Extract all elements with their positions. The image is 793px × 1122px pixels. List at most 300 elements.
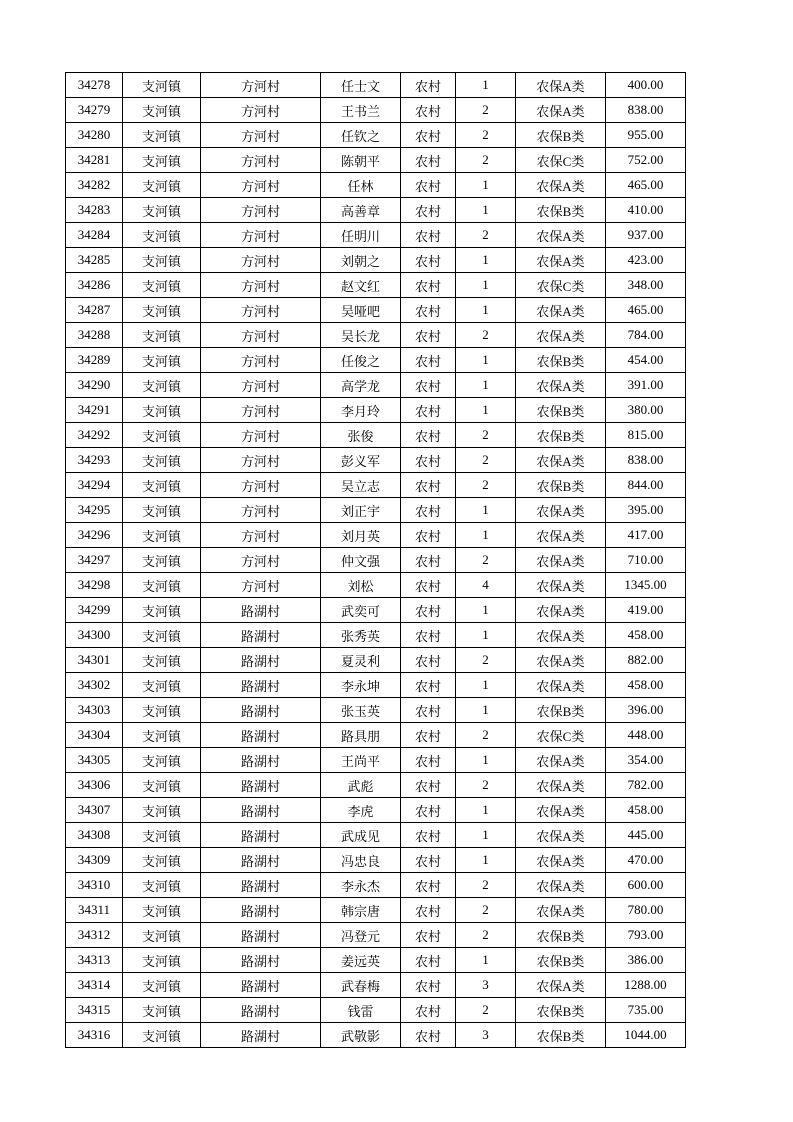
village-cell: 方河村: [201, 323, 321, 348]
person-name-cell: 李永坤: [321, 673, 401, 698]
person-count-cell: 2: [456, 98, 516, 123]
village-cell: 路湖村: [201, 973, 321, 998]
residence-type-cell: 农村: [401, 998, 456, 1023]
town-cell: 支河镇: [123, 198, 201, 223]
residence-type-cell: 农村: [401, 398, 456, 423]
village-cell: 方河村: [201, 398, 321, 423]
village-cell: 方河村: [201, 148, 321, 173]
residence-type-cell: 农村: [401, 923, 456, 948]
insurance-category-cell: 农保A类: [516, 823, 606, 848]
village-cell: 路湖村: [201, 848, 321, 873]
person-name-cell: 任林: [321, 173, 401, 198]
village-cell: 方河村: [201, 498, 321, 523]
person-count-cell: 1: [456, 623, 516, 648]
residence-type-cell: 农村: [401, 948, 456, 973]
record-id-cell: 34279: [66, 98, 123, 123]
village-cell: 路湖村: [201, 998, 321, 1023]
residence-type-cell: 农村: [401, 673, 456, 698]
table-row: [66, 598, 686, 623]
residence-type-cell: 农村: [401, 798, 456, 823]
person-name-cell: 刘正宇: [321, 498, 401, 523]
record-id-cell: 34285: [66, 248, 123, 273]
insurance-category-cell: 农保B类: [516, 423, 606, 448]
village-cell: 路湖村: [201, 923, 321, 948]
amount-cell: 838.00: [606, 98, 686, 123]
village-cell: 方河村: [201, 523, 321, 548]
town-cell: 支河镇: [123, 598, 201, 623]
amount-cell: 752.00: [606, 148, 686, 173]
record-id-cell: 34313: [66, 948, 123, 973]
residence-type-cell: 农村: [401, 348, 456, 373]
village-cell: 路湖村: [201, 673, 321, 698]
insurance-category-cell: 农保B类: [516, 198, 606, 223]
town-cell: 支河镇: [123, 648, 201, 673]
table-row: [66, 923, 686, 948]
person-count-cell: 2: [456, 123, 516, 148]
town-cell: 支河镇: [123, 723, 201, 748]
table-row: [66, 498, 686, 523]
person-name-cell: 任钦之: [321, 123, 401, 148]
village-cell: 路湖村: [201, 773, 321, 798]
residence-type-cell: 农村: [401, 823, 456, 848]
person-name-cell: 武彪: [321, 773, 401, 798]
town-cell: 支河镇: [123, 473, 201, 498]
insurance-category-cell: 农保A类: [516, 623, 606, 648]
village-cell: 路湖村: [201, 823, 321, 848]
town-cell: 支河镇: [123, 373, 201, 398]
table-row: [66, 423, 686, 448]
person-name-cell: 高学龙: [321, 373, 401, 398]
record-id-cell: 34316: [66, 1023, 123, 1048]
person-count-cell: 2: [456, 648, 516, 673]
table-row: [66, 623, 686, 648]
village-cell: 方河村: [201, 448, 321, 473]
table-row: [66, 273, 686, 298]
table-row: [66, 748, 686, 773]
record-id-cell: 34304: [66, 723, 123, 748]
residence-type-cell: 农村: [401, 523, 456, 548]
table-row: [66, 548, 686, 573]
person-name-cell: 李永杰: [321, 873, 401, 898]
town-cell: 支河镇: [123, 998, 201, 1023]
table-row: [66, 98, 686, 123]
person-name-cell: 钱雷: [321, 998, 401, 1023]
village-cell: 方河村: [201, 273, 321, 298]
residence-type-cell: 农村: [401, 873, 456, 898]
person-name-cell: 仲文强: [321, 548, 401, 573]
town-cell: 支河镇: [123, 898, 201, 923]
insurance-category-cell: 农保C类: [516, 723, 606, 748]
person-name-cell: 张玉英: [321, 698, 401, 723]
person-count-cell: 1: [456, 698, 516, 723]
record-id-cell: 34299: [66, 598, 123, 623]
person-count-cell: 1: [456, 523, 516, 548]
person-count-cell: 2: [456, 548, 516, 573]
table-row: [66, 373, 686, 398]
village-cell: 路湖村: [201, 698, 321, 723]
person-name-cell: 张秀英: [321, 623, 401, 648]
insurance-category-cell: 农保B类: [516, 348, 606, 373]
village-cell: 路湖村: [201, 1023, 321, 1048]
insurance-category-cell: 农保A类: [516, 73, 606, 98]
person-name-cell: 冯登元: [321, 923, 401, 948]
town-cell: 支河镇: [123, 298, 201, 323]
person-name-cell: 任士文: [321, 73, 401, 98]
person-count-cell: 1: [456, 498, 516, 523]
record-id-cell: 34293: [66, 448, 123, 473]
person-count-cell: 1: [456, 798, 516, 823]
record-id-cell: 34287: [66, 298, 123, 323]
residence-type-cell: 农村: [401, 323, 456, 348]
amount-cell: 793.00: [606, 923, 686, 948]
person-count-cell: 4: [456, 573, 516, 598]
insurance-category-cell: 农保A类: [516, 173, 606, 198]
table-row: [66, 198, 686, 223]
amount-cell: 448.00: [606, 723, 686, 748]
person-count-cell: 1: [456, 748, 516, 773]
town-cell: 支河镇: [123, 973, 201, 998]
insurance-category-cell: 农保A类: [516, 798, 606, 823]
person-name-cell: 路具朋: [321, 723, 401, 748]
village-cell: 方河村: [201, 98, 321, 123]
person-count-cell: 1: [456, 823, 516, 848]
amount-cell: 844.00: [606, 473, 686, 498]
amount-cell: 395.00: [606, 498, 686, 523]
person-name-cell: 武奕可: [321, 598, 401, 623]
person-name-cell: 高善章: [321, 198, 401, 223]
person-count-cell: 2: [456, 773, 516, 798]
record-id-cell: 34294: [66, 473, 123, 498]
insurance-category-cell: 农保B类: [516, 1023, 606, 1048]
table-row: [66, 473, 686, 498]
record-id-cell: 34310: [66, 873, 123, 898]
residence-type-cell: 农村: [401, 698, 456, 723]
amount-cell: 1288.00: [606, 973, 686, 998]
person-name-cell: 赵文红: [321, 273, 401, 298]
person-name-cell: 陈朝平: [321, 148, 401, 173]
town-cell: 支河镇: [123, 523, 201, 548]
record-id-cell: 34282: [66, 173, 123, 198]
residence-type-cell: 农村: [401, 298, 456, 323]
residence-type-cell: 农村: [401, 548, 456, 573]
person-name-cell: 刘松: [321, 573, 401, 598]
record-id-cell: 34307: [66, 798, 123, 823]
record-id-cell: 34298: [66, 573, 123, 598]
town-cell: 支河镇: [123, 923, 201, 948]
person-name-cell: 冯忠良: [321, 848, 401, 873]
amount-cell: 955.00: [606, 123, 686, 148]
residence-type-cell: 农村: [401, 173, 456, 198]
table-row: [66, 398, 686, 423]
insurance-category-cell: 农保B类: [516, 923, 606, 948]
person-count-cell: 1: [456, 598, 516, 623]
village-cell: 路湖村: [201, 873, 321, 898]
residence-type-cell: 农村: [401, 373, 456, 398]
record-id-cell: 34308: [66, 823, 123, 848]
residence-type-cell: 农村: [401, 848, 456, 873]
person-count-cell: 1: [456, 848, 516, 873]
residence-type-cell: 农村: [401, 248, 456, 273]
amount-cell: 445.00: [606, 823, 686, 848]
table-row: [66, 723, 686, 748]
village-cell: 方河村: [201, 73, 321, 98]
residence-type-cell: 农村: [401, 198, 456, 223]
town-cell: 支河镇: [123, 623, 201, 648]
amount-cell: 882.00: [606, 648, 686, 673]
person-count-cell: 3: [456, 973, 516, 998]
record-id-cell: 34311: [66, 898, 123, 923]
town-cell: 支河镇: [123, 98, 201, 123]
insurance-category-cell: 农保A类: [516, 848, 606, 873]
record-id-cell: 34280: [66, 123, 123, 148]
amount-cell: 410.00: [606, 198, 686, 223]
town-cell: 支河镇: [123, 148, 201, 173]
village-cell: 方河村: [201, 573, 321, 598]
town-cell: 支河镇: [123, 873, 201, 898]
town-cell: 支河镇: [123, 323, 201, 348]
person-count-cell: 2: [456, 148, 516, 173]
person-name-cell: 姜远英: [321, 948, 401, 973]
residence-type-cell: 农村: [401, 898, 456, 923]
residence-type-cell: 农村: [401, 748, 456, 773]
insurance-category-cell: 农保A类: [516, 373, 606, 398]
town-cell: 支河镇: [123, 798, 201, 823]
person-count-cell: 1: [456, 273, 516, 298]
record-id-cell: 34305: [66, 748, 123, 773]
residence-type-cell: 农村: [401, 448, 456, 473]
person-count-cell: 2: [456, 423, 516, 448]
person-count-cell: 2: [456, 323, 516, 348]
person-count-cell: 2: [456, 473, 516, 498]
table-row: [66, 523, 686, 548]
record-id-cell: 34315: [66, 998, 123, 1023]
record-id-cell: 34295: [66, 498, 123, 523]
record-id-cell: 34289: [66, 348, 123, 373]
amount-cell: 458.00: [606, 623, 686, 648]
person-name-cell: 任俊之: [321, 348, 401, 373]
person-count-cell: 2: [456, 898, 516, 923]
amount-cell: 419.00: [606, 598, 686, 623]
amount-cell: 454.00: [606, 348, 686, 373]
person-name-cell: 刘朝之: [321, 248, 401, 273]
table-row: [66, 248, 686, 273]
person-count-cell: 1: [456, 373, 516, 398]
amount-cell: 1345.00: [606, 573, 686, 598]
table-row: [66, 348, 686, 373]
record-id-cell: 34291: [66, 398, 123, 423]
insurance-category-cell: 农保A类: [516, 648, 606, 673]
residence-type-cell: 农村: [401, 623, 456, 648]
table-row: [66, 573, 686, 598]
insurance-category-cell: 农保B类: [516, 398, 606, 423]
table-row: [66, 323, 686, 348]
record-id-cell: 34288: [66, 323, 123, 348]
town-cell: 支河镇: [123, 248, 201, 273]
person-name-cell: 李虎: [321, 798, 401, 823]
record-id-cell: 34284: [66, 223, 123, 248]
town-cell: 支河镇: [123, 223, 201, 248]
person-name-cell: 吴立志: [321, 473, 401, 498]
insurance-category-cell: 农保A类: [516, 548, 606, 573]
insurance-category-cell: 农保C类: [516, 273, 606, 298]
table-row: [66, 73, 686, 98]
person-name-cell: 吴长龙: [321, 323, 401, 348]
record-id-cell: 34301: [66, 648, 123, 673]
residence-type-cell: 农村: [401, 498, 456, 523]
amount-cell: 417.00: [606, 523, 686, 548]
residence-type-cell: 农村: [401, 73, 456, 98]
residence-type-cell: 农村: [401, 723, 456, 748]
village-cell: 路湖村: [201, 598, 321, 623]
person-count-cell: 1: [456, 73, 516, 98]
town-cell: 支河镇: [123, 273, 201, 298]
insurance-category-cell: 农保A类: [516, 298, 606, 323]
insurance-category-cell: 农保A类: [516, 973, 606, 998]
village-cell: 方河村: [201, 298, 321, 323]
person-name-cell: 韩宗唐: [321, 898, 401, 923]
table-row: [66, 848, 686, 873]
village-cell: 路湖村: [201, 623, 321, 648]
amount-cell: 391.00: [606, 373, 686, 398]
record-id-cell: 34281: [66, 148, 123, 173]
residence-type-cell: 农村: [401, 773, 456, 798]
residence-type-cell: 农村: [401, 648, 456, 673]
table-row: [66, 698, 686, 723]
amount-cell: 354.00: [606, 748, 686, 773]
table-row: [66, 448, 686, 473]
insurance-category-cell: 农保B类: [516, 698, 606, 723]
village-cell: 方河村: [201, 373, 321, 398]
amount-cell: 735.00: [606, 998, 686, 1023]
record-id-cell: 34283: [66, 198, 123, 223]
village-cell: 方河村: [201, 123, 321, 148]
person-name-cell: 吴哑吧: [321, 298, 401, 323]
person-count-cell: 2: [456, 873, 516, 898]
insurance-category-cell: 农保B类: [516, 948, 606, 973]
person-count-cell: 1: [456, 398, 516, 423]
table-row: [66, 873, 686, 898]
record-id-cell: 34314: [66, 973, 123, 998]
town-cell: 支河镇: [123, 423, 201, 448]
person-count-cell: 1: [456, 248, 516, 273]
table-row: [66, 648, 686, 673]
person-count-cell: 2: [456, 448, 516, 473]
record-id-cell: 34300: [66, 623, 123, 648]
table-row: [66, 823, 686, 848]
village-cell: 方河村: [201, 348, 321, 373]
insurance-category-cell: 农保A类: [516, 748, 606, 773]
residence-type-cell: 农村: [401, 573, 456, 598]
amount-cell: 465.00: [606, 173, 686, 198]
insurance-category-cell: 农保A类: [516, 573, 606, 598]
village-cell: 路湖村: [201, 798, 321, 823]
person-name-cell: 李月玲: [321, 398, 401, 423]
record-id-cell: 34297: [66, 548, 123, 573]
residence-type-cell: 农村: [401, 123, 456, 148]
town-cell: 支河镇: [123, 823, 201, 848]
amount-cell: 400.00: [606, 73, 686, 98]
amount-cell: 784.00: [606, 323, 686, 348]
village-cell: 方河村: [201, 423, 321, 448]
amount-cell: 838.00: [606, 448, 686, 473]
amount-cell: 423.00: [606, 248, 686, 273]
insurance-category-cell: 农保A类: [516, 598, 606, 623]
person-count-cell: 1: [456, 673, 516, 698]
table-row: [66, 223, 686, 248]
residence-type-cell: 农村: [401, 1023, 456, 1048]
town-cell: 支河镇: [123, 1023, 201, 1048]
amount-cell: 470.00: [606, 848, 686, 873]
table-body: [66, 73, 686, 1048]
insurance-category-cell: 农保A类: [516, 248, 606, 273]
village-cell: 方河村: [201, 173, 321, 198]
person-name-cell: 武春梅: [321, 973, 401, 998]
amount-cell: 1044.00: [606, 1023, 686, 1048]
table-row: [66, 123, 686, 148]
amount-cell: 386.00: [606, 948, 686, 973]
record-id-cell: 34303: [66, 698, 123, 723]
village-cell: 路湖村: [201, 898, 321, 923]
insurance-category-cell: 农保A类: [516, 673, 606, 698]
town-cell: 支河镇: [123, 773, 201, 798]
amount-cell: 815.00: [606, 423, 686, 448]
town-cell: 支河镇: [123, 398, 201, 423]
table-row: [66, 773, 686, 798]
amount-cell: 600.00: [606, 873, 686, 898]
person-count-cell: 3: [456, 1023, 516, 1048]
village-cell: 方河村: [201, 198, 321, 223]
table-row: [66, 948, 686, 973]
person-name-cell: 张俊: [321, 423, 401, 448]
insurance-category-cell: 农保A类: [516, 498, 606, 523]
residence-type-cell: 农村: [401, 598, 456, 623]
person-name-cell: 夏灵利: [321, 648, 401, 673]
village-cell: 路湖村: [201, 748, 321, 773]
town-cell: 支河镇: [123, 123, 201, 148]
insurance-category-cell: 农保A类: [516, 773, 606, 798]
person-name-cell: 刘月英: [321, 523, 401, 548]
town-cell: 支河镇: [123, 548, 201, 573]
town-cell: 支河镇: [123, 673, 201, 698]
table-row: [66, 998, 686, 1023]
town-cell: 支河镇: [123, 948, 201, 973]
record-id-cell: 34306: [66, 773, 123, 798]
table-row: [66, 973, 686, 998]
insurance-category-cell: 农保A类: [516, 98, 606, 123]
person-count-cell: 1: [456, 948, 516, 973]
insurance-category-cell: 农保B类: [516, 473, 606, 498]
amount-cell: 937.00: [606, 223, 686, 248]
insurance-category-cell: 农保A类: [516, 873, 606, 898]
insurance-category-cell: 农保B类: [516, 123, 606, 148]
record-id-cell: 34302: [66, 673, 123, 698]
amount-cell: 710.00: [606, 548, 686, 573]
amount-cell: 348.00: [606, 273, 686, 298]
person-name-cell: 武敬影: [321, 1023, 401, 1048]
person-name-cell: 王书兰: [321, 98, 401, 123]
person-name-cell: 任明川: [321, 223, 401, 248]
table-row: [66, 298, 686, 323]
person-count-cell: 2: [456, 998, 516, 1023]
town-cell: 支河镇: [123, 448, 201, 473]
insurance-category-cell: 农保A类: [516, 223, 606, 248]
person-count-cell: 2: [456, 923, 516, 948]
benefits-table: [65, 72, 686, 1048]
table-row: [66, 898, 686, 923]
town-cell: 支河镇: [123, 573, 201, 598]
town-cell: 支河镇: [123, 848, 201, 873]
village-cell: 方河村: [201, 473, 321, 498]
